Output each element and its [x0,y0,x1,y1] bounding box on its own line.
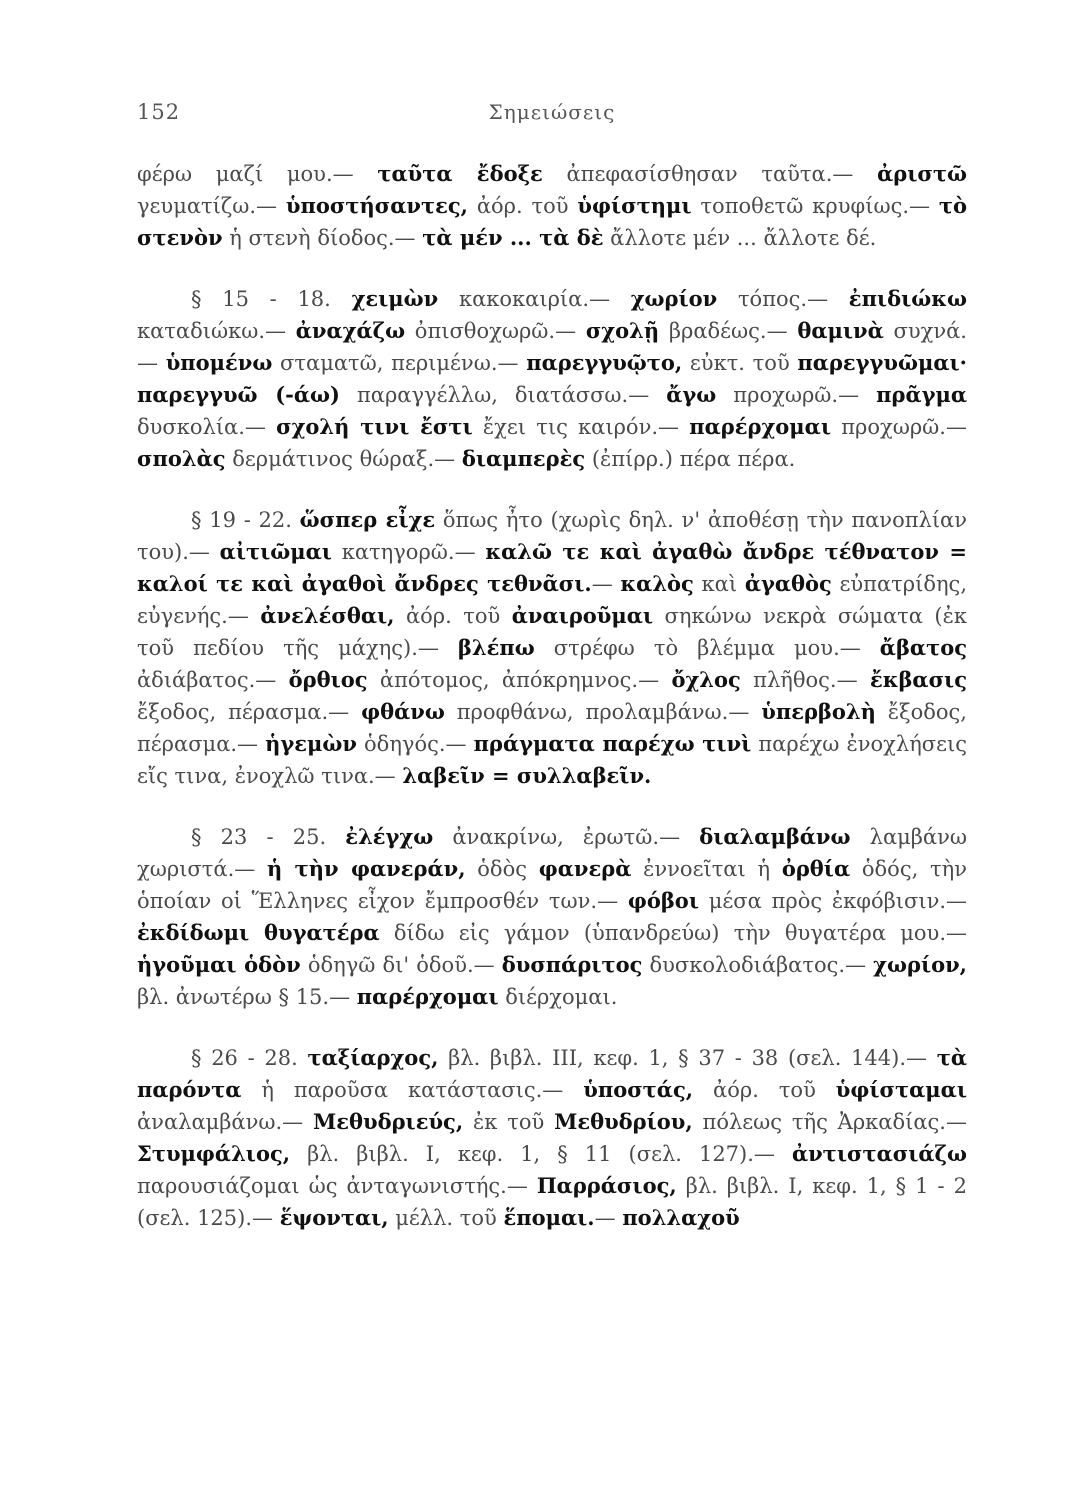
gloss-text: ἀόρ. τοῦ [693,1078,836,1102]
headword: πρᾶγμα [876,382,967,407]
gloss-text: τοποθετῶ κρυφίως.— [691,194,939,218]
gloss-text: ὁδὸς [465,857,539,881]
headword: καλῶ τε καὶ ἀγαθὼ ἄνδρε τέθνατον = καλοί τε καὶ ἀγαθοὶ ἄνδρες τεθνᾶσι. [137,539,967,596]
gloss-text: προχωρῶ.— [830,415,967,439]
gloss-text: δυσκολοδιάβατος.— [642,953,874,977]
gloss-text: δυσκολία.— [137,415,277,439]
headword: ἄγω [666,382,717,407]
headword: ὑπερβολὴ [761,699,876,724]
gloss-text: ἀναλαμβάνω.— [137,1110,313,1134]
note-paragraph [137,821,967,1013]
headword: ὥσπερ εἶχε [299,507,436,532]
gloss-text: ὁδηγῶ δι' ὁδοῦ.— [300,953,502,977]
gloss-text: ὁδός, τὴν ὁποίαν οἱ Ἕλληνες εἶχον ἔμπροσθέν των.— [137,857,967,913]
gloss-text: (ἐπίρρ.) πέρα πέρα. [585,447,796,471]
gloss-text: βλ. βιβλ. I, κεφ. 1, § 1 - 2 (σελ. 125).— [137,1174,967,1230]
gloss-text: § 26 - 28. [191,1046,308,1070]
gloss-text: δερμάτινος θώραξ.— [225,447,462,471]
notes-body [137,158,967,1263]
gloss-text: γευματίζω.— [137,194,286,218]
gloss-text: παρέχω ἐνοχλήσεις εἴς τινα, ἐνοχλῶ τινα.— [137,732,967,788]
headword: ταξίαρχος, [307,1045,439,1070]
headword: Μεθυδριεύς, [312,1109,464,1134]
headword: πολλαχοῦ [622,1205,740,1230]
gloss-text: ἐκ τοῦ [463,1110,555,1134]
gloss-text: ὁδηγός.— [356,732,474,756]
headword: παρέρχομαι [356,984,499,1009]
headword: χωρίον [630,286,718,311]
headword: ἀνελέσθαι, [260,603,395,628]
headword: ὑφίστημι [577,193,692,218]
headword: Στυμφάλιος, [137,1141,291,1166]
headword: ἀντιστασιάζω [791,1141,967,1166]
headword: ὑπομένω [165,350,273,375]
gloss-text: σηκώνω νεκρὰ σώματα (ἐκ τοῦ πεδίου τῆς μάχης).— [137,604,967,660]
headword: θαμινὰ [797,318,884,343]
headword: ἕπομαι. [503,1205,595,1230]
headword: ταῦτα ἔδοξε [377,161,543,186]
gloss-text: σταματῶ, περιμένω.— [272,351,527,375]
gloss-text: § 15 - 18. [191,287,352,311]
headword: ἐλέγχω [345,824,434,849]
gloss-text: τόπος.— [717,287,849,311]
gloss-text: ἀδιάβατος.— [137,668,289,692]
headword: παρέρχομαι [689,414,831,439]
headword: σχολή τινι ἔστι [276,414,473,439]
headword: ἡγεμὼν [265,731,357,756]
headword: διαλαμβάνω [699,824,851,849]
gloss-text: συχνά.— [137,319,967,375]
headword: ὑποστήσαντες, [285,193,468,218]
headword: παρεγγυῶμαι· παρεγγυῶ (-άω) [137,350,967,407]
headword: ἀριστῶ [877,161,967,186]
headword: ἡ τὴν φανεράν, [267,856,466,881]
gloss-text: λαμβάνω χωριστά.— [137,825,967,881]
gloss-text: ἄλλοτε μέν ... ἄλλοτε δέ. [603,226,877,250]
gloss-text: κακοκαιρία.— [438,287,631,311]
headword: καλὸς [620,571,694,596]
gloss-text: εὐπατρίδης, εὐγενής.— [137,572,967,628]
gloss-text: ἀόρ. τοῦ [467,194,578,218]
gloss-text: κατηγορῶ.— [331,540,486,564]
page-header [137,100,967,132]
headword: σχολῇ [585,318,660,343]
headword: ἀγαθὸς [744,571,832,596]
page-number: 152 [137,100,181,124]
headword: τὰ μέν ... τὰ δὲ [422,225,604,250]
headword: σπολὰς [137,446,226,471]
gloss-text: ἀπεφασίσθησαν ταῦτα.— [542,162,878,186]
headword: ὀρθία [781,856,851,881]
headword: χωρίον, [873,952,967,977]
headword: παρεγγυῷτο, [526,350,683,375]
headword: τὰ παρόντα [137,1045,967,1102]
headword: ὄρθιος [288,667,368,692]
note-paragraph [137,1042,967,1234]
gloss-text: παραγγέλλω, διατάσσω.— [339,383,667,407]
headword: ἐπιδιώκω [848,286,967,311]
headword: φανερὰ [538,856,632,881]
headword: αἰτιῶμαι [219,539,332,564]
gloss-text: § 23 - 25. [191,825,346,849]
gloss-text: ἡ στενὴ δίοδος.— [222,226,423,250]
gloss-text: μέλλ. τοῦ [388,1206,504,1230]
headword: ἕψονται, [279,1205,389,1230]
note-paragraph [137,283,967,475]
gloss-text: διέρχομαι. [498,985,618,1009]
gloss-text: ὀπισθοχωρῶ.— [405,319,586,343]
headword: χειμὼν [351,286,439,311]
headword: λαβεῖν = συλλαβεῖν. [402,763,652,788]
running-title: Σημειώσεις [488,100,616,124]
gloss-text: § 19 - 22. [191,508,300,532]
gloss-text: προχωρῶ.— [716,383,877,407]
gloss-text: ἀόρ. τοῦ [394,604,512,628]
gloss-text: ἐννοεῖται ἡ [631,857,782,881]
headword: Παρράσιος, [536,1173,677,1198]
gloss-text: παρουσιάζομαι ὡς ἀνταγωνιστής.— [137,1174,537,1198]
headword: δυσπάριτος [501,952,643,977]
gloss-text: ὅπως ἦτο (χωρὶς δηλ. ν' ἀποθέσῃ τὴν πανοπλίαν του).— [137,508,968,564]
gloss-text: στρέφω τὸ βλέμμα μου.— [534,636,880,660]
headword: βλέπω [457,635,535,660]
gloss-text: — [594,1206,623,1230]
headword: ἔκβασις [869,667,967,692]
headword: ἀναχάζω [295,318,406,343]
gloss-text: καταδιώκω.— [137,319,296,343]
gloss-text: πλῆθος.— [740,668,870,692]
gloss-text: ἡ παροῦσα κατάστασις.— [241,1078,584,1102]
headword: ἀναιροῦμαι [511,603,654,628]
gloss-text: βλ. βιβλ. III, κεφ. 1, § 37 - 38 (σελ. 144).— [438,1046,937,1070]
gloss-text: ἀπότομος, ἀπόκρημνος.— [367,668,672,692]
gloss-text: ἀνακρίνω, ἐρωτῶ.— [433,825,700,849]
gloss-text: φέρω μαζί μου.— [137,162,378,186]
note-paragraph [137,504,967,792]
gloss-text: βλ. βιβλ. I, κεφ. 1, § 11 (σελ. 127).— [290,1142,792,1166]
gloss-text: ἔξοδος, πέρασμα.— [137,700,362,724]
headword: ὑποστάς, [583,1077,694,1102]
gloss-text: — [591,572,621,596]
gloss-text: εὐκτ. τοῦ [682,351,798,375]
headword: διαμπερὲς [461,446,586,471]
gloss-text: βλ. ἀνωτέρω § 15.— [137,985,357,1009]
headword: πράγματα παρέχω τινὶ [473,731,752,756]
gloss-text: μέσα πρὸς ἐκφόβισιν.— [698,889,968,913]
headword: ἄβατος [879,635,967,660]
headword: ἡγοῦμαι ὁδὸν [137,952,301,977]
note-paragraph [137,158,967,254]
headword: τὸ στενὸν [137,193,967,250]
gloss-text: βραδέως.— [659,319,798,343]
headword: ὑφίσταμαι [835,1077,967,1102]
gloss-text: πόλεως τῆς Ἀρκαδίας.— [692,1110,967,1134]
gloss-text: δίδω εἰς γάμον (ὑπανδρεύω) τὴν θυγατέρα μου.— [379,921,967,945]
gloss-text: ἔχει τις καιρόν.— [472,415,690,439]
headword: φόβοι [627,888,699,913]
headword: φθάνω [361,699,445,724]
headword: ἐκδίδωμι θυγατέρα [137,920,380,945]
gloss-text: ἔξοδος, πέρασμα.— [137,700,967,756]
headword: ὄχλος [671,667,741,692]
headword: Μεθυδρίου, [554,1109,693,1134]
gloss-text: προφθάνω, προλαμβάνω.— [444,700,762,724]
gloss-text: καὶ [693,572,745,596]
